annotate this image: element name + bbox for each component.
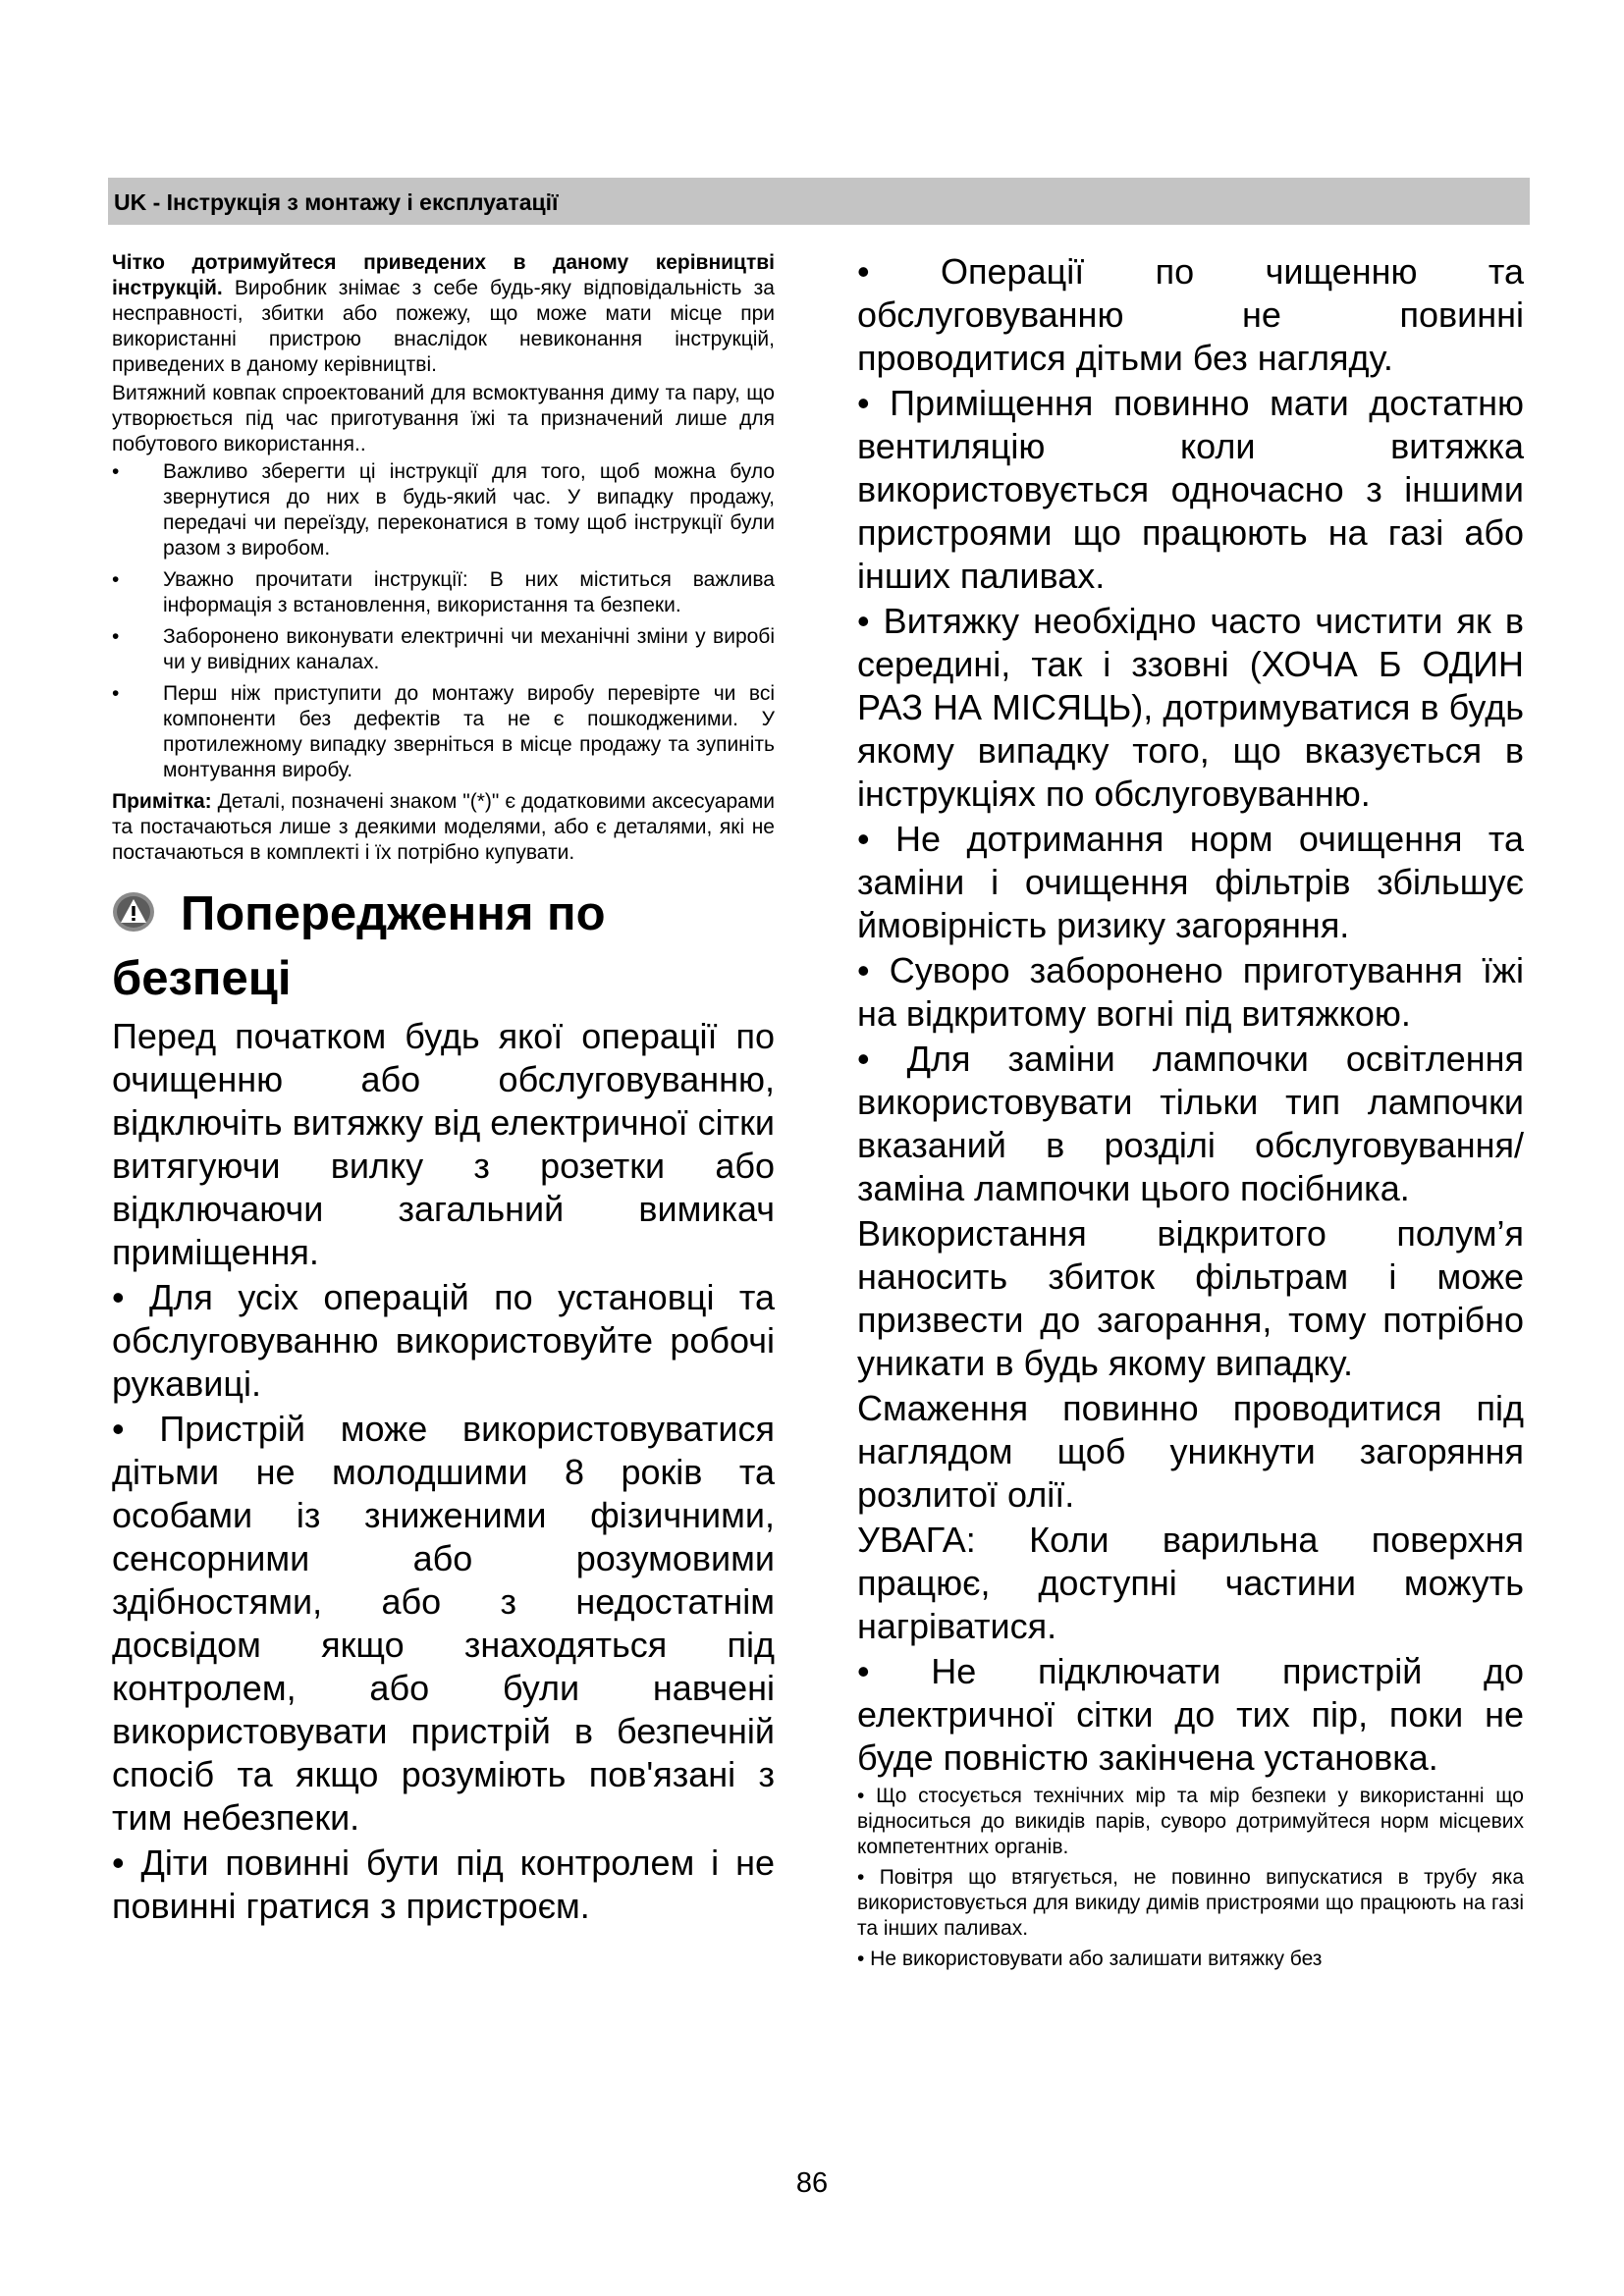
purpose-paragraph: Витяжний ковпак спроектований для всмоктування диму та пару, що утворюється під час приготування їжі та призначений лише для побутового використання.. — [112, 382, 775, 455]
safety-right-small-text — [857, 1784, 1524, 1972]
right-column — [857, 250, 1524, 1977]
list-item: • Перш ніж приступити до монтажу виробу перевірте чи всі компоненти без дефектів та не є пошкодженими. У протилежному випадку зверніться в місце продажу та зупиніть монтування виробу. — [112, 682, 775, 781]
safety-paragraph: • Пристрій може використовуватися дітьми не молодшими 8 років та особами із зниженими фізичними, сенсорними або розумовими здібностями, або з недостатнім досвідом якщо знаходяться під контролем, або були навчені використовувати пристрій в безпечній спосіб та якщо розуміють пов'язані з тим небезпеки. — [112, 1409, 775, 1838]
safety-heading-line1: Попередження по — [181, 887, 606, 940]
bullet-icon: • — [112, 682, 120, 705]
safety-paragraph: • Для заміни лампочки освітлення використовувати тільки тип лампочки вказаний в розділі обслуговування/заміна лампочки цього посібника. — [857, 1039, 1524, 1208]
note-label: Примітка: — [112, 790, 212, 813]
bullet-icon: • — [112, 460, 120, 483]
safety-paragraph: • Діти повинні бути під контролем і не повинні гратися з пристроєм. — [112, 1842, 775, 1926]
warning-triangle-icon — [112, 890, 155, 934]
safety-paragraph: УВАГА: Коли варильна поверхня працює, доступні частини можуть нагріватися. — [857, 1520, 1524, 1646]
page-number: 86 — [795, 2167, 829, 2199]
safety-paragraph: • Не дотримання норм очищення та заміни і очищення фільтрів збільшує ймовірність ризику загоряння. — [857, 819, 1524, 945]
safety-small-paragraph: • Повітря що втягується, не повинно випускатися в трубу яка використовується для викиду димів пристроями що працюють на газі та інших паливах. — [857, 1866, 1524, 1940]
intro-lead-rest: Виробник знімає з себе будь-яку відповідальність за несправності, збитки або пожежу, що може мати місце при використанні пристрою внаслідок невиконання інструкцій, приведених в даному керівництві. — [112, 277, 775, 376]
safety-heading-line2: безпеці — [112, 952, 292, 1005]
header-bar — [108, 178, 1530, 225]
safety-paragraph: • Приміщення повинно мати достатню вентиляцію коли витяжка використовується одночасно з іншими пристроями що працюють на газі або інших паливах. — [857, 383, 1524, 596]
safety-paragraph: • Операції по чищенню та обслуговуванню не повинні проводитися дітьми без нагляду. — [857, 251, 1524, 378]
list-item: • Уважно прочитати інструкції: В них міститься важлива інформація з встановлення, використання та безпеки. — [112, 568, 775, 616]
left-column — [112, 250, 775, 1930]
intro-bold-lead: Чітко дотримуйтеся приведених в даному керівництві інструкцій. — [112, 251, 775, 299]
list-item: • Важливо зберегти ці інструкції для того, щоб можна було звернутися до них в будь-який час. У випадку продажу, передачі чи переїзду, переконатися в тому щоб інструкції були разом з виробом. — [112, 460, 775, 560]
safety-paragraph: • Суворо заборонено приготування їжі на відкритому вогні під витяжкою. — [857, 950, 1524, 1034]
intro-bullet-list — [112, 459, 775, 783]
intro-paragraph — [112, 250, 775, 378]
safety-right-text — [857, 250, 1524, 1780]
safety-paragraph: • Для усіх операцій по установці та обслуговуванню використовуйте робочі рукавиці. — [112, 1277, 775, 1404]
safety-paragraph: Смаження повинно проводитися під наглядом щоб уникнути загоряння розлитої олії. — [857, 1388, 1524, 1515]
safety-small-paragraph: • Що стосується технічних мір та мір безпеки у використанні що відноситься до викидів парів, суворо дотримуйтеся норм місцевих компетентних органів. — [857, 1785, 1524, 1858]
header-title: UK - Інструкція з монтажу і експлуатації — [114, 189, 559, 215]
safety-left-text — [112, 1015, 775, 1928]
safety-paragraph: • Не підключати пристрій до електричної сітки до тих пір, поки не буде повністю закінчена установка. — [857, 1651, 1524, 1778]
note-text: Деталі, позначені знаком "(*)" є додатковими аксесуарами та постачаються лише з деякими моделями, або є деталями, які не постачаються в комплекті і їх потрібно купувати. — [112, 790, 775, 864]
safety-small-paragraph: • Не використовувати або залишати витяжку без — [857, 1948, 1323, 1970]
safety-paragraph: • Витяжку необхідно часто чистити як в середині, так і ззовні (ХОЧА Б ОДИН РАЗ НА МІСЯЦЬ), дотримуватися в будь якому випадку того, що вказується в інструкціях по обслуговуванню. — [857, 601, 1524, 814]
bullet-icon: • — [112, 625, 120, 648]
note-paragraph — [112, 789, 775, 866]
list-item: • Заборонено виконувати електричні чи механічні зміни у виробі чи у вивідних каналах. — [112, 625, 775, 673]
safety-paragraph: Використання відкритого полум’я наносить збиток фільтрам і може призвести до загорання, тому потрібно уникати в будь якому випадку. — [857, 1213, 1524, 1383]
safety-heading — [112, 881, 775, 1011]
safety-paragraph: Перед початком будь якої операції по очищенню або обслуговуванню, відключіть витяжку від електричної сітки витягуючи вилку з розетки або відключаючи загальний вимикач приміщення. — [112, 1016, 775, 1272]
bullet-icon: • — [112, 568, 120, 591]
